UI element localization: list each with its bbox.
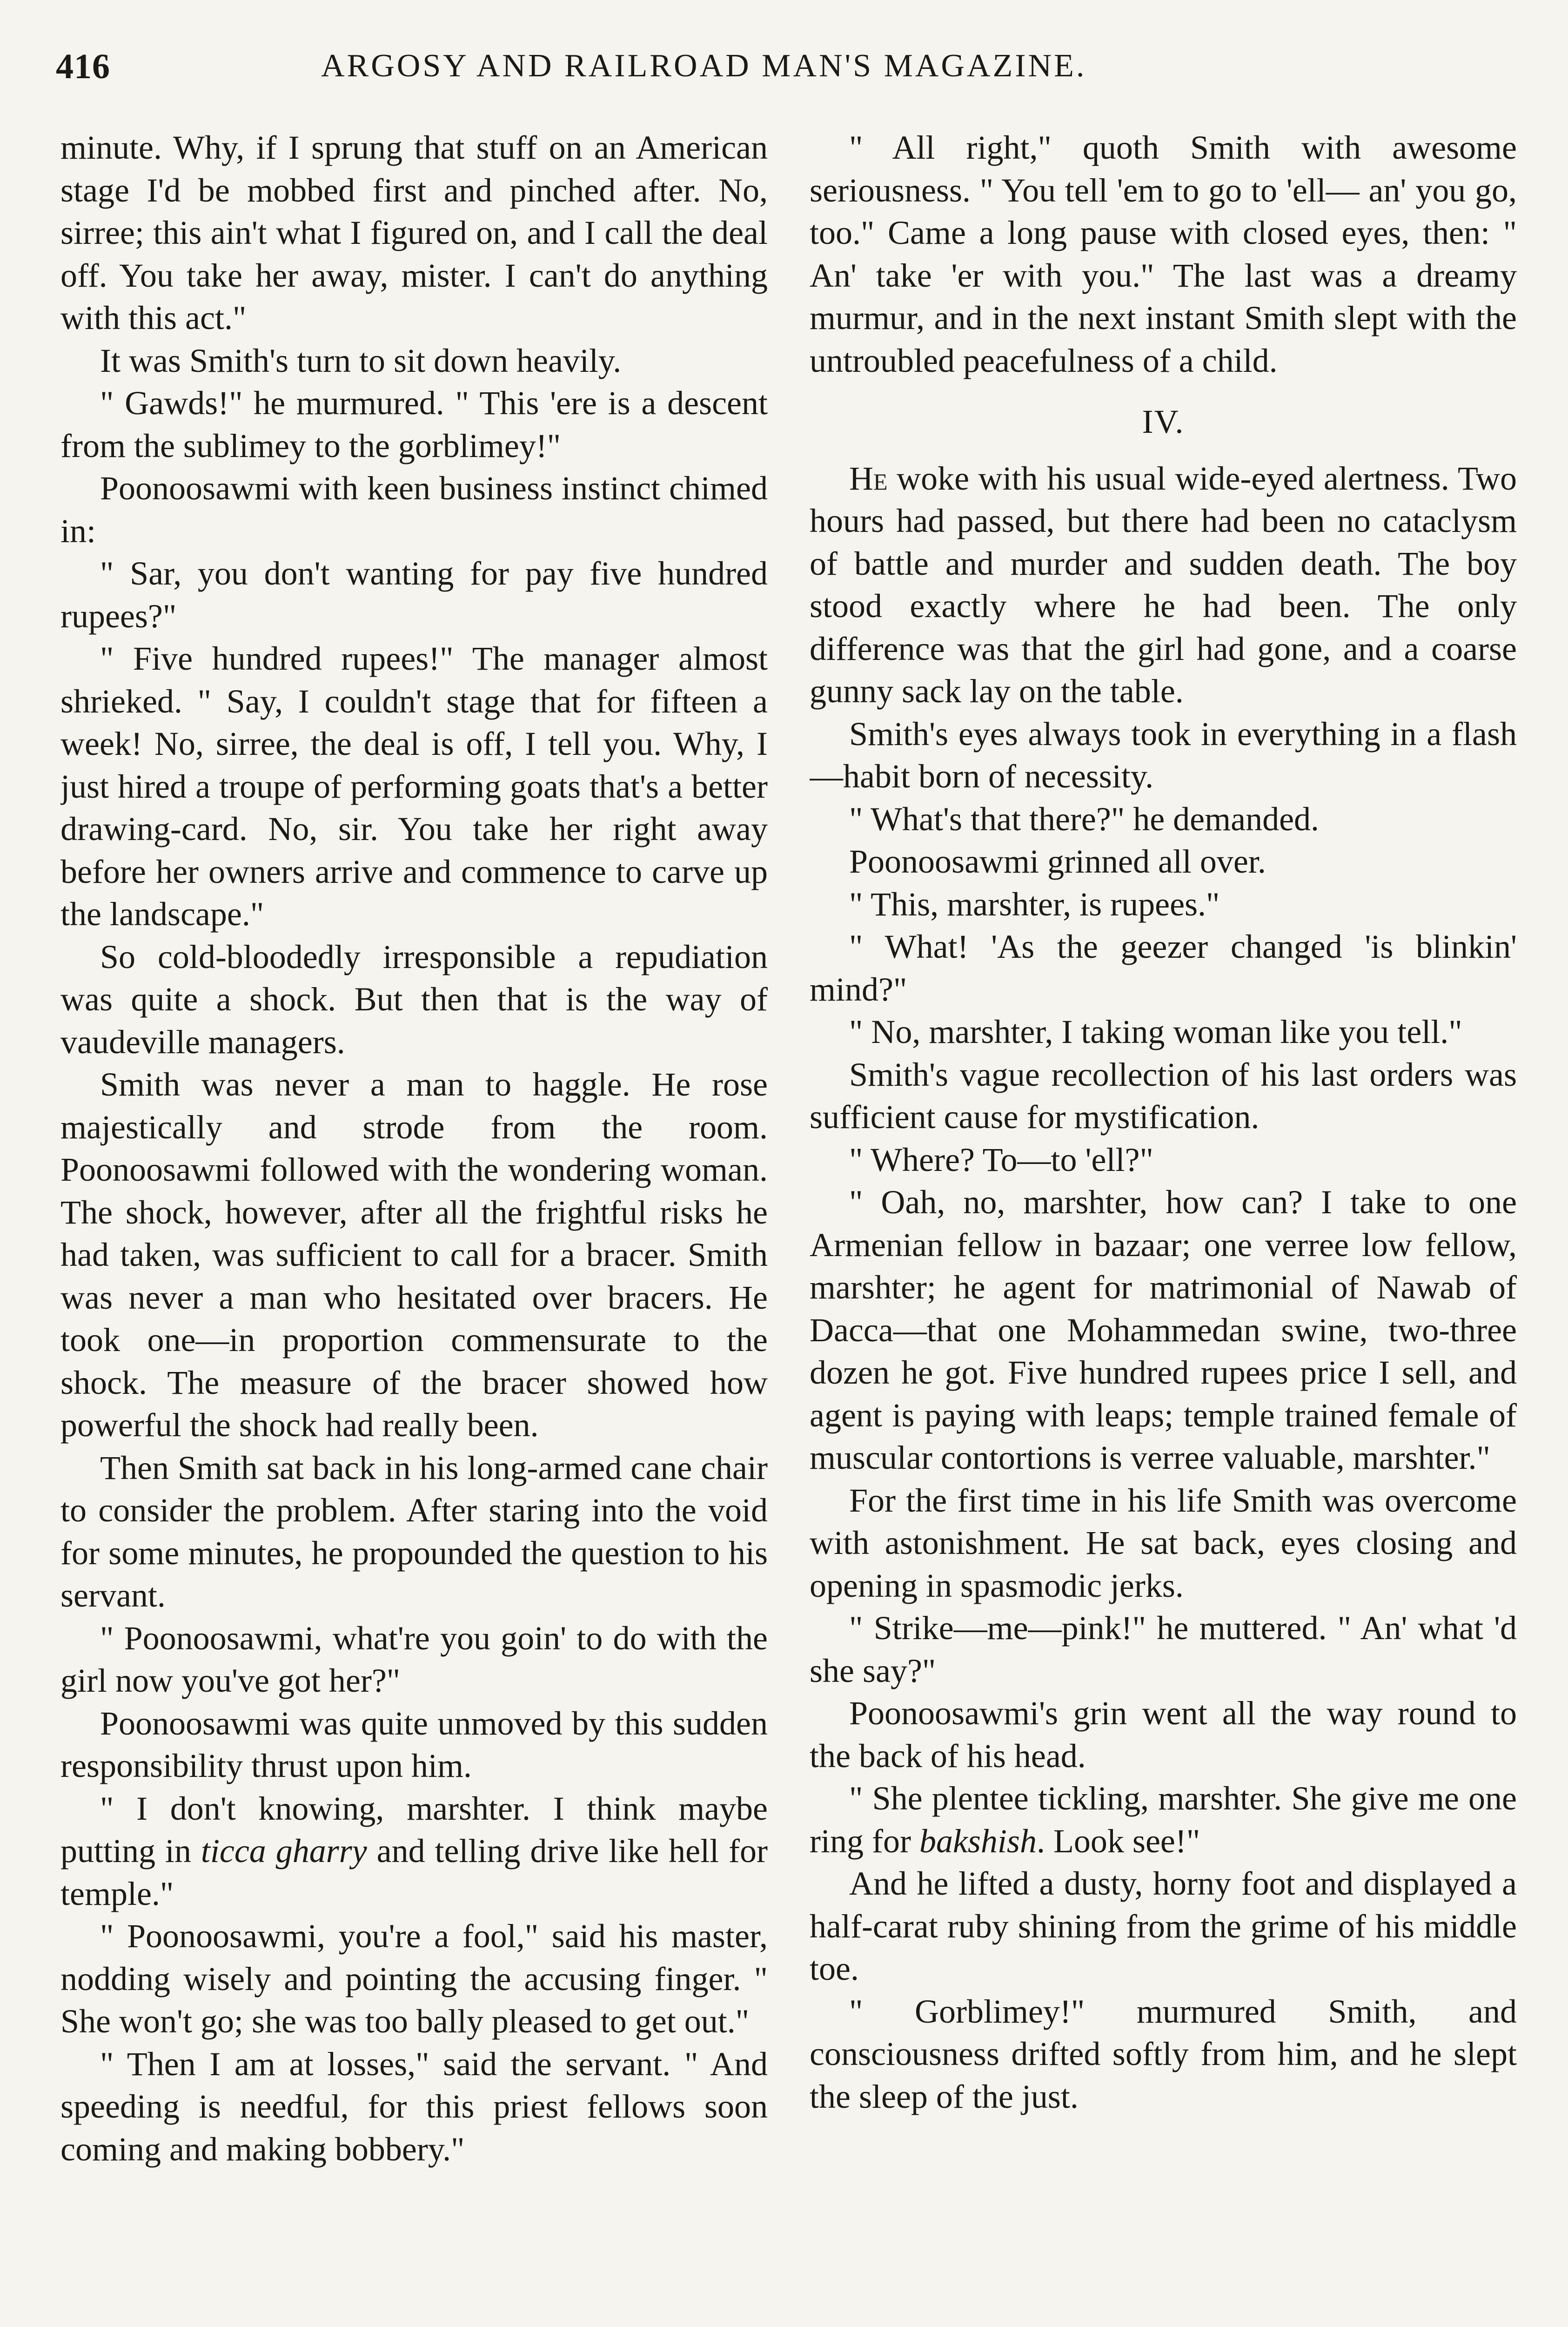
- text-run: " I don't knowing, marshter. I think maybe putting in: [60, 1789, 768, 1870]
- text-run: " She plentee tickling, marshter. She give me one ring for: [810, 1780, 1517, 1860]
- italic-phrase: ticca gharry: [201, 1832, 367, 1870]
- paragraph: " What's that there?" he demanded.: [849, 800, 1320, 838]
- paragraph: [60, 1788, 768, 1916]
- paragraph: For the first time in his life Smith was overcome with astonishment. He sat back, eyes closing and opening in spasmodic jerks.: [810, 1481, 1517, 1604]
- right-column: [810, 127, 1517, 2327]
- paragraph: [810, 1777, 1517, 1863]
- paragraph: " Poonoosawmi, you're a fool," said his master, nodding wisely and pointing the accusing finger. " She won't go; she was too bally pleased to get out.": [60, 1917, 768, 2040]
- paragraph: " All right," quoth Smith with awesome seriousness. " You tell 'em to go to 'ell— an' you go, too." Came a long pause with closed eyes, then: " An' take 'er with you." The last was a dreamy murmur, and in the next instant Smith slept with the untroubled peacefulness of a child.: [810, 129, 1517, 379]
- page-header: [56, 47, 1512, 98]
- paragraph: " Where? To—to 'ell?": [849, 1141, 1153, 1178]
- paragraph: So cold-bloodedly irresponsible a repudiation was quite a shock. But then that is the way of vaudeville managers.: [60, 938, 768, 1061]
- paragraph: " Then I am at losses," said the servant. " And speeding is needful, for this priest fellows soon coming and making bobbery.": [60, 2045, 768, 2168]
- paragraph: Smith was never a man to haggle. He rose majestically and strode from the room. Poonoosawmi followed with the wondering woman. The shock, however, after all the frightful risks he had taken, was sufficient to call for a bracer. Smith was never a man who hesitated over bracers. He took one—in proportion commensurate to the shock. The measure of the bracer showed how powerful the shock had really been.: [60, 1066, 768, 1444]
- paragraph: " This, marshter, is rupees.": [849, 885, 1220, 923]
- paragraph: " Poonoosawmi, what're you goin' to do with the girl now you've got her?": [60, 1619, 768, 1699]
- paragraph: " Five hundred rupees!" The manager almost shrieked. " Say, I couldn't stage that for fifteen a week! No, sirree, the deal is off, I tell you. Why, I just hired a troupe of performing goats that's a better drawing-card. No, sir. You take her right away before her owners arrive and commence to carve up the landscape.": [60, 640, 768, 933]
- paragraph: " Gawds!" he murmured. " This 'ere is a descent from the sublimey to the gorblimey!": [60, 384, 768, 464]
- paragraph: Smith's vague recollection of his last orders was sufficient cause for mystification.: [810, 1056, 1517, 1136]
- paragraph: Poonoosawmi with keen business instinct chimed in:: [60, 470, 768, 550]
- text-run: and telling drive like hell for temple.": [60, 1832, 768, 1912]
- paragraph: " Sar, you don't wanting for pay five hundred rupees?": [60, 555, 768, 635]
- paragraph: " Strike—me—pink!" he muttered. " An' what 'd she say?": [810, 1609, 1517, 1689]
- opening-word: He: [849, 459, 888, 497]
- paragraph: Then Smith sat back in his long-armed cane chair to consider the problem. After staring into the void for some minutes, he propounded the question to his servant.: [60, 1449, 768, 1614]
- paragraph: " Oah, no, marshter, how can? I take to one Armenian fellow in bazaar; one verree low fellow, marshter; he agent for matrimonial of Nawab of Dacca—that one Mohammedan swine, two-three dozen he got. Five hundred rupees price I sell, and agent is paying with leaps; temple trained female of muscular contortions is verree valuable, marshter.": [810, 1184, 1517, 1476]
- paragraph: " No, marshter, I taking woman like you tell.": [849, 1013, 1462, 1050]
- paragraph: It was Smith's turn to sit down heavily.: [100, 342, 622, 379]
- paragraph: " Gorblimey!" murmured Smith, and consciousness drifted softly from him, and he slept the sleep of the just.: [810, 1992, 1517, 2115]
- section-heading: IV.: [1142, 403, 1185, 440]
- page-number: 416: [56, 47, 110, 86]
- left-column: [60, 127, 768, 2327]
- paragraph: Poonoosawmi's grin went all the way round to the back of his head.: [810, 1695, 1517, 1775]
- paragraph: minute. Why, if I sprung that stuff on an American stage I'd be mobbed first and pinched after. No, sirree; this ain't what I figured on, and I call the deal off. You take her away, mister. I can't do anything with this act.": [60, 129, 768, 336]
- paragraph: " What! 'As the geezer changed 'is blinkin' mind?": [810, 928, 1517, 1008]
- italic-phrase: bakshish: [919, 1822, 1037, 1860]
- paragraph: And he lifted a dusty, horny foot and displayed a half-carat ruby shining from the grime of his middle toe.: [810, 1865, 1517, 1987]
- text-run: woke with his usual wide-eyed alertness. Two hours had passed, but there had been no cataclysm of battle and murder and sudden death. The boy stood exactly where he had been. The only difference was that the girl had gone, and a coarse gunny sack lay on the table.: [810, 459, 1517, 710]
- paragraph: Poonoosawmi grinned all over.: [849, 843, 1266, 880]
- running-head: ARGOSY AND RAILROAD MAN'S MAGAZINE.: [321, 48, 1087, 84]
- paragraph: [810, 457, 1517, 713]
- paragraph: Smith's eyes always took in everything in a flash—habit born of necessity.: [810, 715, 1517, 795]
- text-run: . Look see!": [1036, 1822, 1200, 1860]
- paragraph: Poonoosawmi was quite unmoved by this sudden responsibility thrust upon him.: [60, 1704, 768, 1784]
